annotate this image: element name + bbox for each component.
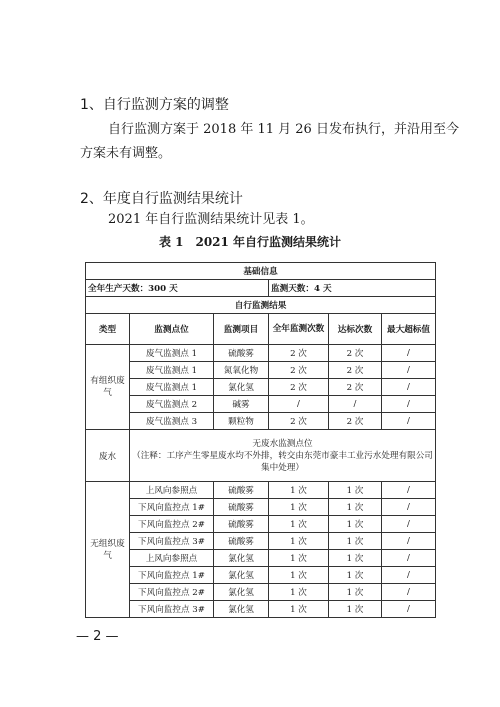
table-cell: /	[382, 345, 436, 362]
table-row	[86, 396, 436, 413]
monitoring-days: 监测天数：4 天	[269, 280, 436, 297]
table-cell: 2 次	[329, 379, 382, 396]
table-cell: 碱雾	[214, 396, 269, 413]
table-cell: 1 次	[329, 567, 382, 584]
table-cell: 1 次	[269, 499, 329, 516]
table-row	[86, 516, 436, 533]
type-cell: 无组织废气	[86, 482, 130, 618]
table-cell: 下风向监控点 3#	[130, 601, 214, 618]
table-cell: 2 次	[269, 345, 329, 362]
table-cell: /	[382, 601, 436, 618]
table-cell: 1 次	[329, 516, 382, 533]
type-cell: 有组织废气	[86, 345, 130, 430]
table-cell: 1 次	[329, 584, 382, 601]
table-cell: /	[329, 396, 382, 413]
table-row	[86, 550, 436, 567]
table-row	[86, 584, 436, 601]
table-cell: /	[382, 379, 436, 396]
table-cell: 2 次	[329, 413, 382, 430]
table-cell: 1 次	[329, 499, 382, 516]
table-cell: 2 次	[269, 413, 329, 430]
table-cell: 1 次	[269, 533, 329, 550]
table-cell: 氯化氢	[214, 584, 269, 601]
wastewater-row	[86, 430, 436, 482]
table-cell: 下风向监控点 2#	[130, 516, 214, 533]
table-row	[86, 601, 436, 618]
table-row	[86, 413, 436, 430]
col-header: 达标次数	[329, 314, 382, 345]
table-cell: 废气监测点 1	[130, 362, 214, 379]
table-cell: /	[382, 533, 436, 550]
table-cell: 2 次	[329, 362, 382, 379]
table-cell: 1 次	[329, 550, 382, 567]
table-cell: /	[382, 584, 436, 601]
table-cell: 废气监测点 3	[130, 413, 214, 430]
table-cell: 氯化氢	[214, 601, 269, 618]
table-row	[86, 499, 436, 516]
header-row	[86, 314, 436, 345]
table-row	[86, 533, 436, 550]
table-cell: 颗粒物	[214, 413, 269, 430]
table-cell: 氯化氢	[214, 550, 269, 567]
table-cell: 1 次	[269, 550, 329, 567]
col-header: 全年监测次数	[269, 314, 329, 345]
table-cell: 下风向监控点 1#	[130, 567, 214, 584]
section1-heading: 1、自行监测方案的调整	[80, 97, 229, 113]
table-cell: /	[382, 499, 436, 516]
table-cell: 1 次	[329, 601, 382, 618]
table-cell: 1 次	[269, 567, 329, 584]
table-cell: 1 次	[269, 601, 329, 618]
table-cell: 1 次	[269, 516, 329, 533]
table-row	[86, 362, 436, 379]
table-cell: /	[382, 567, 436, 584]
wastewater-line1: 无废水监测点位	[252, 438, 313, 449]
table-cell: /	[382, 516, 436, 533]
table-cell: 上风向参照点	[130, 482, 214, 499]
table-cell: 2 次	[329, 345, 382, 362]
page-number: — 2 —	[76, 629, 119, 644]
table-caption: 表 1 2021 年自行监测结果统计	[158, 235, 342, 249]
col-header: 最大超标值	[382, 314, 436, 345]
table-cell: 1 次	[269, 482, 329, 499]
table-cell: 废气监测点 1	[130, 345, 214, 362]
table-cell: 硫酸雾	[214, 482, 269, 499]
table-row	[86, 567, 436, 584]
production-days: 全年生产天数：300 天	[86, 280, 269, 297]
table-cell: /	[382, 550, 436, 567]
table-cell: 硫酸雾	[214, 345, 269, 362]
table-row	[86, 379, 436, 396]
wastewater-line2: （注释：工序产生零星废水均不外排，转交由东莞市豪丰工业污水处理有限公司集中处理）	[132, 450, 433, 473]
section2-heading: 2、年度自行监测结果统计	[80, 191, 243, 207]
table-cell: 氮氧化物	[214, 362, 269, 379]
table-cell: 1 次	[329, 482, 382, 499]
col-header: 监测项目	[214, 314, 269, 345]
type-cell: 废水	[86, 430, 130, 482]
basic-info-header: 基础信息	[86, 263, 436, 280]
table-cell: 硫酸雾	[214, 499, 269, 516]
table-cell: 2 次	[269, 362, 329, 379]
col-header: 类型	[86, 314, 130, 345]
section1-line2: 方案未有调整。	[80, 146, 172, 161]
table-cell: /	[382, 362, 436, 379]
monitoring-results-table	[85, 262, 436, 618]
table-cell: 硫酸雾	[214, 516, 269, 533]
table-cell: 2 次	[269, 379, 329, 396]
table-cell: 废气监测点 2	[130, 396, 214, 413]
table-cell: 氯化氢	[214, 379, 269, 396]
section2-line1: 2021 年自行监测结果统计见表 1。	[108, 212, 314, 227]
table-cell: 下风向监控点 3#	[130, 533, 214, 550]
table-cell: 1 次	[269, 584, 329, 601]
table-cell: 下风向监控点 2#	[130, 584, 214, 601]
table-cell: /	[382, 413, 436, 430]
section1-line1: 自行监测方案于 2018 年 11 月 26 日发布执行，并沿用至今	[108, 122, 459, 137]
table-cell: /	[382, 482, 436, 499]
table-cell: 硫酸雾	[214, 533, 269, 550]
table-cell: 废气监测点 1	[130, 379, 214, 396]
table-cell: 1 次	[329, 533, 382, 550]
table-row	[86, 482, 436, 499]
table-cell: /	[382, 396, 436, 413]
col-header: 监测点位	[130, 314, 214, 345]
table-cell: 上风向参照点	[130, 550, 214, 567]
table-cell: 氯化氢	[214, 567, 269, 584]
table-row	[86, 345, 436, 362]
table-cell: /	[269, 396, 329, 413]
table-cell: 下风向监控点 1#	[130, 499, 214, 516]
wastewater-note	[130, 430, 436, 482]
results-title: 自行监测结果	[86, 297, 436, 314]
